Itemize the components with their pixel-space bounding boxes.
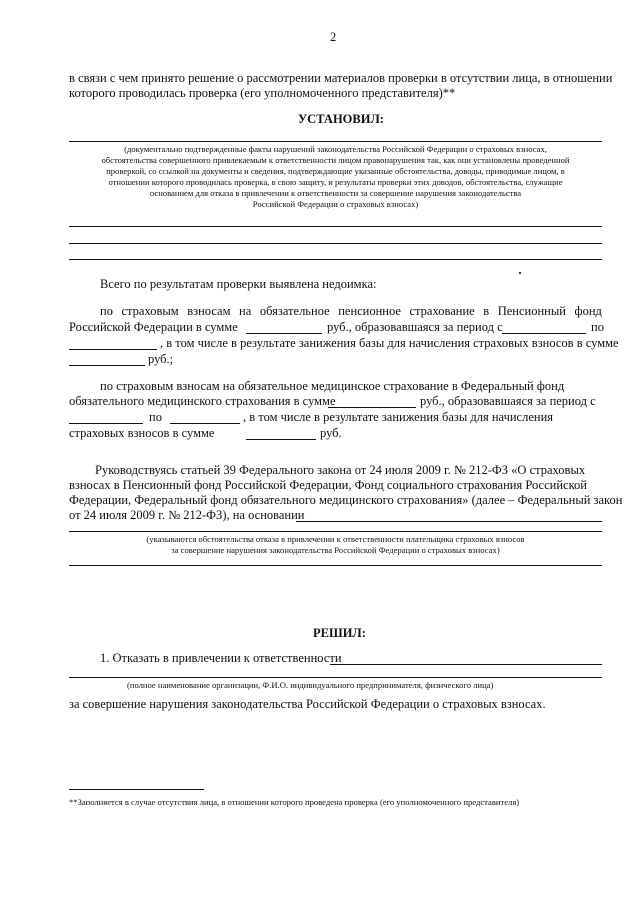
law-line-2: взносах в Пенсионный фонд Российской Федерации, Фонд социального страхования Российской xyxy=(69,478,587,492)
law-basis-blank[interactable] xyxy=(296,521,602,522)
pension-line-1 xyxy=(100,304,602,319)
law-line-4: от 24 июля 2009 г. № 212-ФЗ), на основании xyxy=(69,508,305,522)
pension-amount-blank[interactable] xyxy=(246,333,322,334)
law-note-line: за совершение нарушения законодательства Российской Федерации о страховых взносах) xyxy=(171,545,500,555)
word: обязательное xyxy=(259,304,330,318)
established-note-line: основанием для отказа в привлечении к ответственности за совершение нарушения законодательства xyxy=(149,188,522,198)
established-fill-line xyxy=(69,226,602,227)
dot-mark xyxy=(519,272,521,274)
established-fill-line xyxy=(69,141,602,142)
arrears-total: Всего по результатам проверки выявлена недоимка: xyxy=(100,277,377,291)
pension-line-4: руб.; xyxy=(148,352,174,366)
word: страховым xyxy=(121,304,179,318)
established-fill-line xyxy=(69,259,602,260)
established-note-line: обстоятельства совершенного привлекаемым к ответственности лицом правонарушения так, как они установлены проведенной xyxy=(101,155,570,165)
medical-period-from-blank[interactable] xyxy=(69,423,143,424)
page-number: 2 xyxy=(330,30,337,44)
law-line-1: Руководствуясь статьей 39 Федерального закона от 24 июля 2009 г. № 212-ФЗ «О страховых xyxy=(95,463,586,477)
pension-line-2a: Российской Федерации в сумме xyxy=(69,320,238,334)
decision-party-blank[interactable] xyxy=(69,677,602,678)
law-basis-blank[interactable] xyxy=(69,531,602,532)
established-note-line: проверкой, со ссылкой на документы и сведения, подтверждающие указанные обстоятельства, доводы, приводимые лицом, в xyxy=(106,166,565,176)
word: взносам xyxy=(187,304,231,318)
medical-line-3a: по xyxy=(149,410,162,424)
established-fill-line xyxy=(69,243,602,244)
pension-period-from-blank[interactable] xyxy=(502,333,586,334)
law-note xyxy=(69,534,602,556)
medical-base-amount-blank[interactable] xyxy=(246,439,316,440)
word: Пенсионный xyxy=(497,304,566,318)
word: пенсионное xyxy=(338,304,401,318)
medical-line-2a: обязательного медицинского страхования в сумме xyxy=(69,394,336,408)
medical-period-to-blank[interactable] xyxy=(170,423,240,424)
pension-base-amount-blank[interactable] xyxy=(69,365,145,366)
law-note-line: (указываются обстоятельства отказа в привлечении к ответственности плательщика страховых взносов xyxy=(146,534,525,544)
decision-party-blank[interactable] xyxy=(330,664,602,665)
decision-note: (полное наименование организации, Ф.И.О. индивидуального предпринимателя, физического лица) xyxy=(127,680,494,690)
footnote-separator xyxy=(69,789,204,790)
established-note-line: (документально подтвержденные факты нарушений законодательства Российской Федерации о страховых взносах, xyxy=(124,144,547,154)
established-heading: УСТАНОВИЛ: xyxy=(298,112,384,126)
word: страхование xyxy=(409,304,475,318)
medical-line-4b: руб. xyxy=(320,426,342,440)
medical-amount-blank[interactable] xyxy=(328,407,416,408)
word: фонд xyxy=(574,304,602,318)
established-note xyxy=(69,144,602,210)
pension-period-to-blank[interactable] xyxy=(69,349,157,350)
pension-line-3: , в том числе в результате занижения базы для начисления страховых взносов в сумме xyxy=(160,336,619,350)
pension-line-2c: по xyxy=(591,320,604,334)
word: на xyxy=(239,304,252,318)
intro-line-2: которого проводилась проверка (его уполномоченного представителя)** xyxy=(69,86,456,100)
law-line-3: Федерации, Федеральный фонд обязательного медицинского страхования» (далее – Федеральный закон xyxy=(69,493,623,507)
intro-line-1: в связи с чем принято решение о рассмотрении материалов проверки в отсутствии лица, в отношении xyxy=(69,71,613,85)
footnote: **Заполняется в случае отсутствия лица, в отношении которого проведена проверка (его уполномоченного представителя) xyxy=(69,797,520,807)
established-note-line: отношении которого проводилась проверка, в свою защиту, и результаты проверки этих доводов, обстоятельства, служащие xyxy=(108,177,563,187)
decided-heading: РЕШИЛ: xyxy=(313,626,366,640)
medical-line-2b: руб., образовавшаяся за период с xyxy=(420,394,596,408)
decision-item-1: 1. Отказать в привлечении к ответственности xyxy=(100,651,342,665)
medical-line-3b: , в том числе в результате занижения базы для начисления xyxy=(243,410,554,424)
medical-line-1: по страховым взносам на обязательное медицинское страхование в Федеральный фонд xyxy=(100,379,565,393)
word: по xyxy=(100,304,113,318)
pension-line-2b: руб., образовавшаяся за период с xyxy=(327,320,503,334)
word: в xyxy=(483,304,490,318)
established-note-line: Российской Федерации о страховых взносах) xyxy=(252,199,419,209)
decision-item-1-cont: за совершение нарушения законодательства Российской Федерации о страховых взносах. xyxy=(69,697,546,711)
law-basis-blank[interactable] xyxy=(69,565,602,566)
medical-line-4a: страховых взносов в сумме xyxy=(69,426,215,440)
